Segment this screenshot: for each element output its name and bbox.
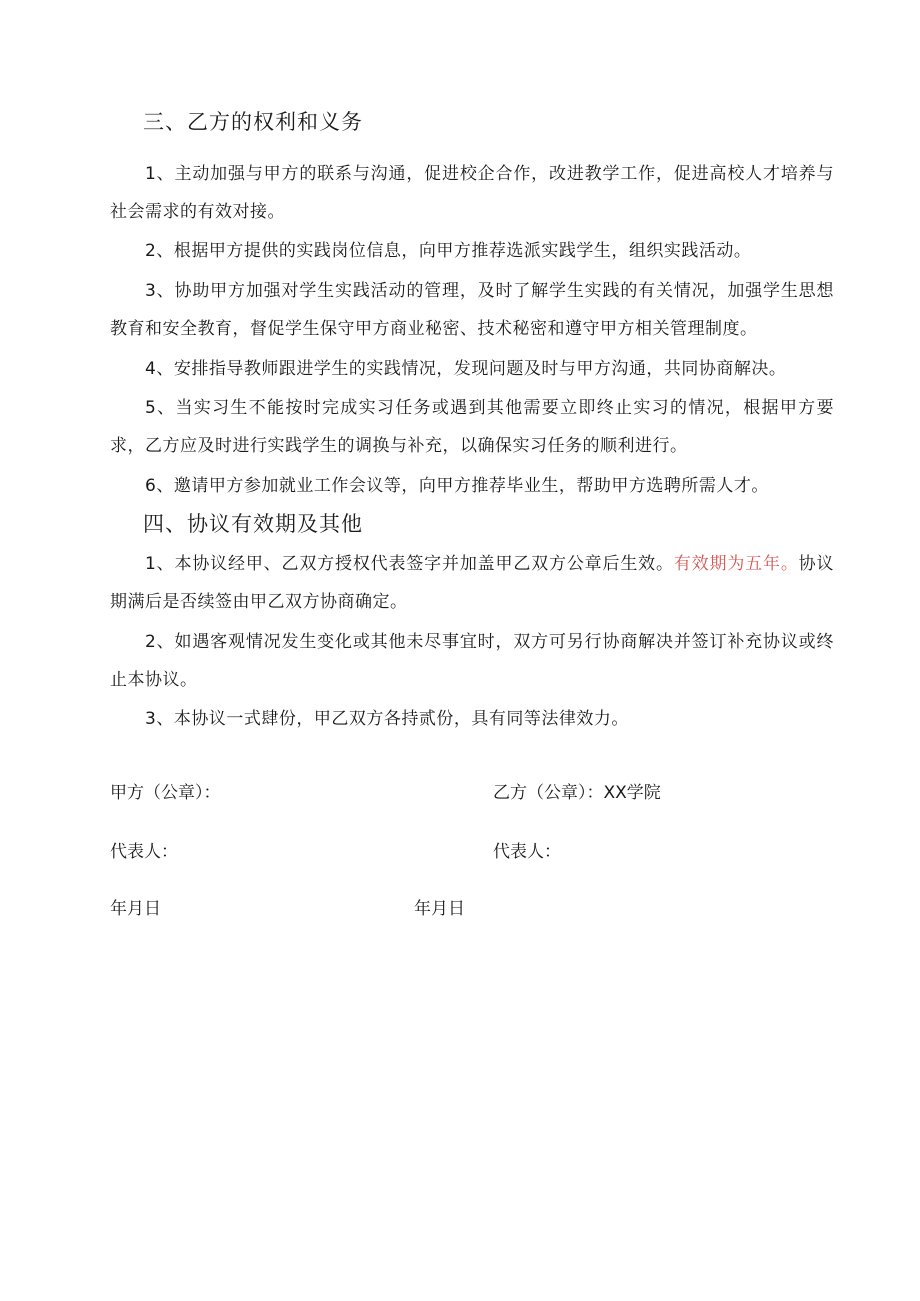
party-a-date-label: 年月日 (110, 899, 161, 919)
section-4-item-1-rest: 协议期满后是否续签由甲乙双方协商确定。 (110, 554, 835, 612)
section-4-item-1 (110, 545, 834, 621)
section-3-item-2: 2、根据甲方提供的实践岗位信息，向甲方推荐选派实践学生，组织实践活动。 (145, 241, 752, 261)
party-b-seal-label: 乙方（公章）：XX学院 (493, 783, 661, 803)
validity-period-highlight: 有效期为五年。 (673, 554, 799, 574)
party-a-representative-label: 代表人： (110, 842, 178, 862)
section-3-heading: 三、乙方的权利和义务 (143, 110, 363, 134)
section-3-item-4: 4、安排指导教师跟进学生的实践情况，发现问题及时与甲方沟通，共同协商解决。 (145, 359, 787, 379)
party-a-seal-label: 甲方（公章）： (110, 783, 221, 803)
section-4-item-3: 3、本协议一式肆份，甲乙双方各持贰份，具有同等法律效力。 (145, 709, 629, 729)
party-b-date-label: 年月日 (414, 899, 465, 919)
section-4-item-2: 2、如遇客观情况发生变化或其他未尽事宜时，双方可另行协商解决并签订补充协议或终止本协议。 (110, 632, 834, 690)
party-b-representative-label: 代表人： (493, 842, 561, 862)
section-4-heading: 四、协议有效期及其他 (143, 512, 363, 536)
section-3-item-6: 6、邀请甲方参加就业工作会议等，向甲方推荐毕业生，帮助甲方选聘所需人才。 (145, 476, 769, 496)
section-3-item-1: 1、主动加强与甲方的联系与沟通，促进校企合作，改进教学工作，促进高校人才培养与社会需求的有效对接。 (110, 164, 834, 222)
section-3-item-3: 3、协助甲方加强对学生实践活动的管理，及时了解学生实践的有关情况，加强学生思想教育和安全教育，督促学生保守甲方商业秘密、技术秘密和遵守甲方相关管理制度。 (110, 281, 834, 339)
section-4-item-1-text: 1、本协议经甲、乙双方授权代表签字并加盖甲乙双方公章后生效。 (145, 554, 674, 574)
section-3-item-5: 5、当实习生不能按时完成实习任务或遇到其他需要立即终止实习的情况，根据甲方要求，乙方应及时进行实践学生的调换与补充，以确保实习任务的顺利进行。 (110, 398, 834, 456)
